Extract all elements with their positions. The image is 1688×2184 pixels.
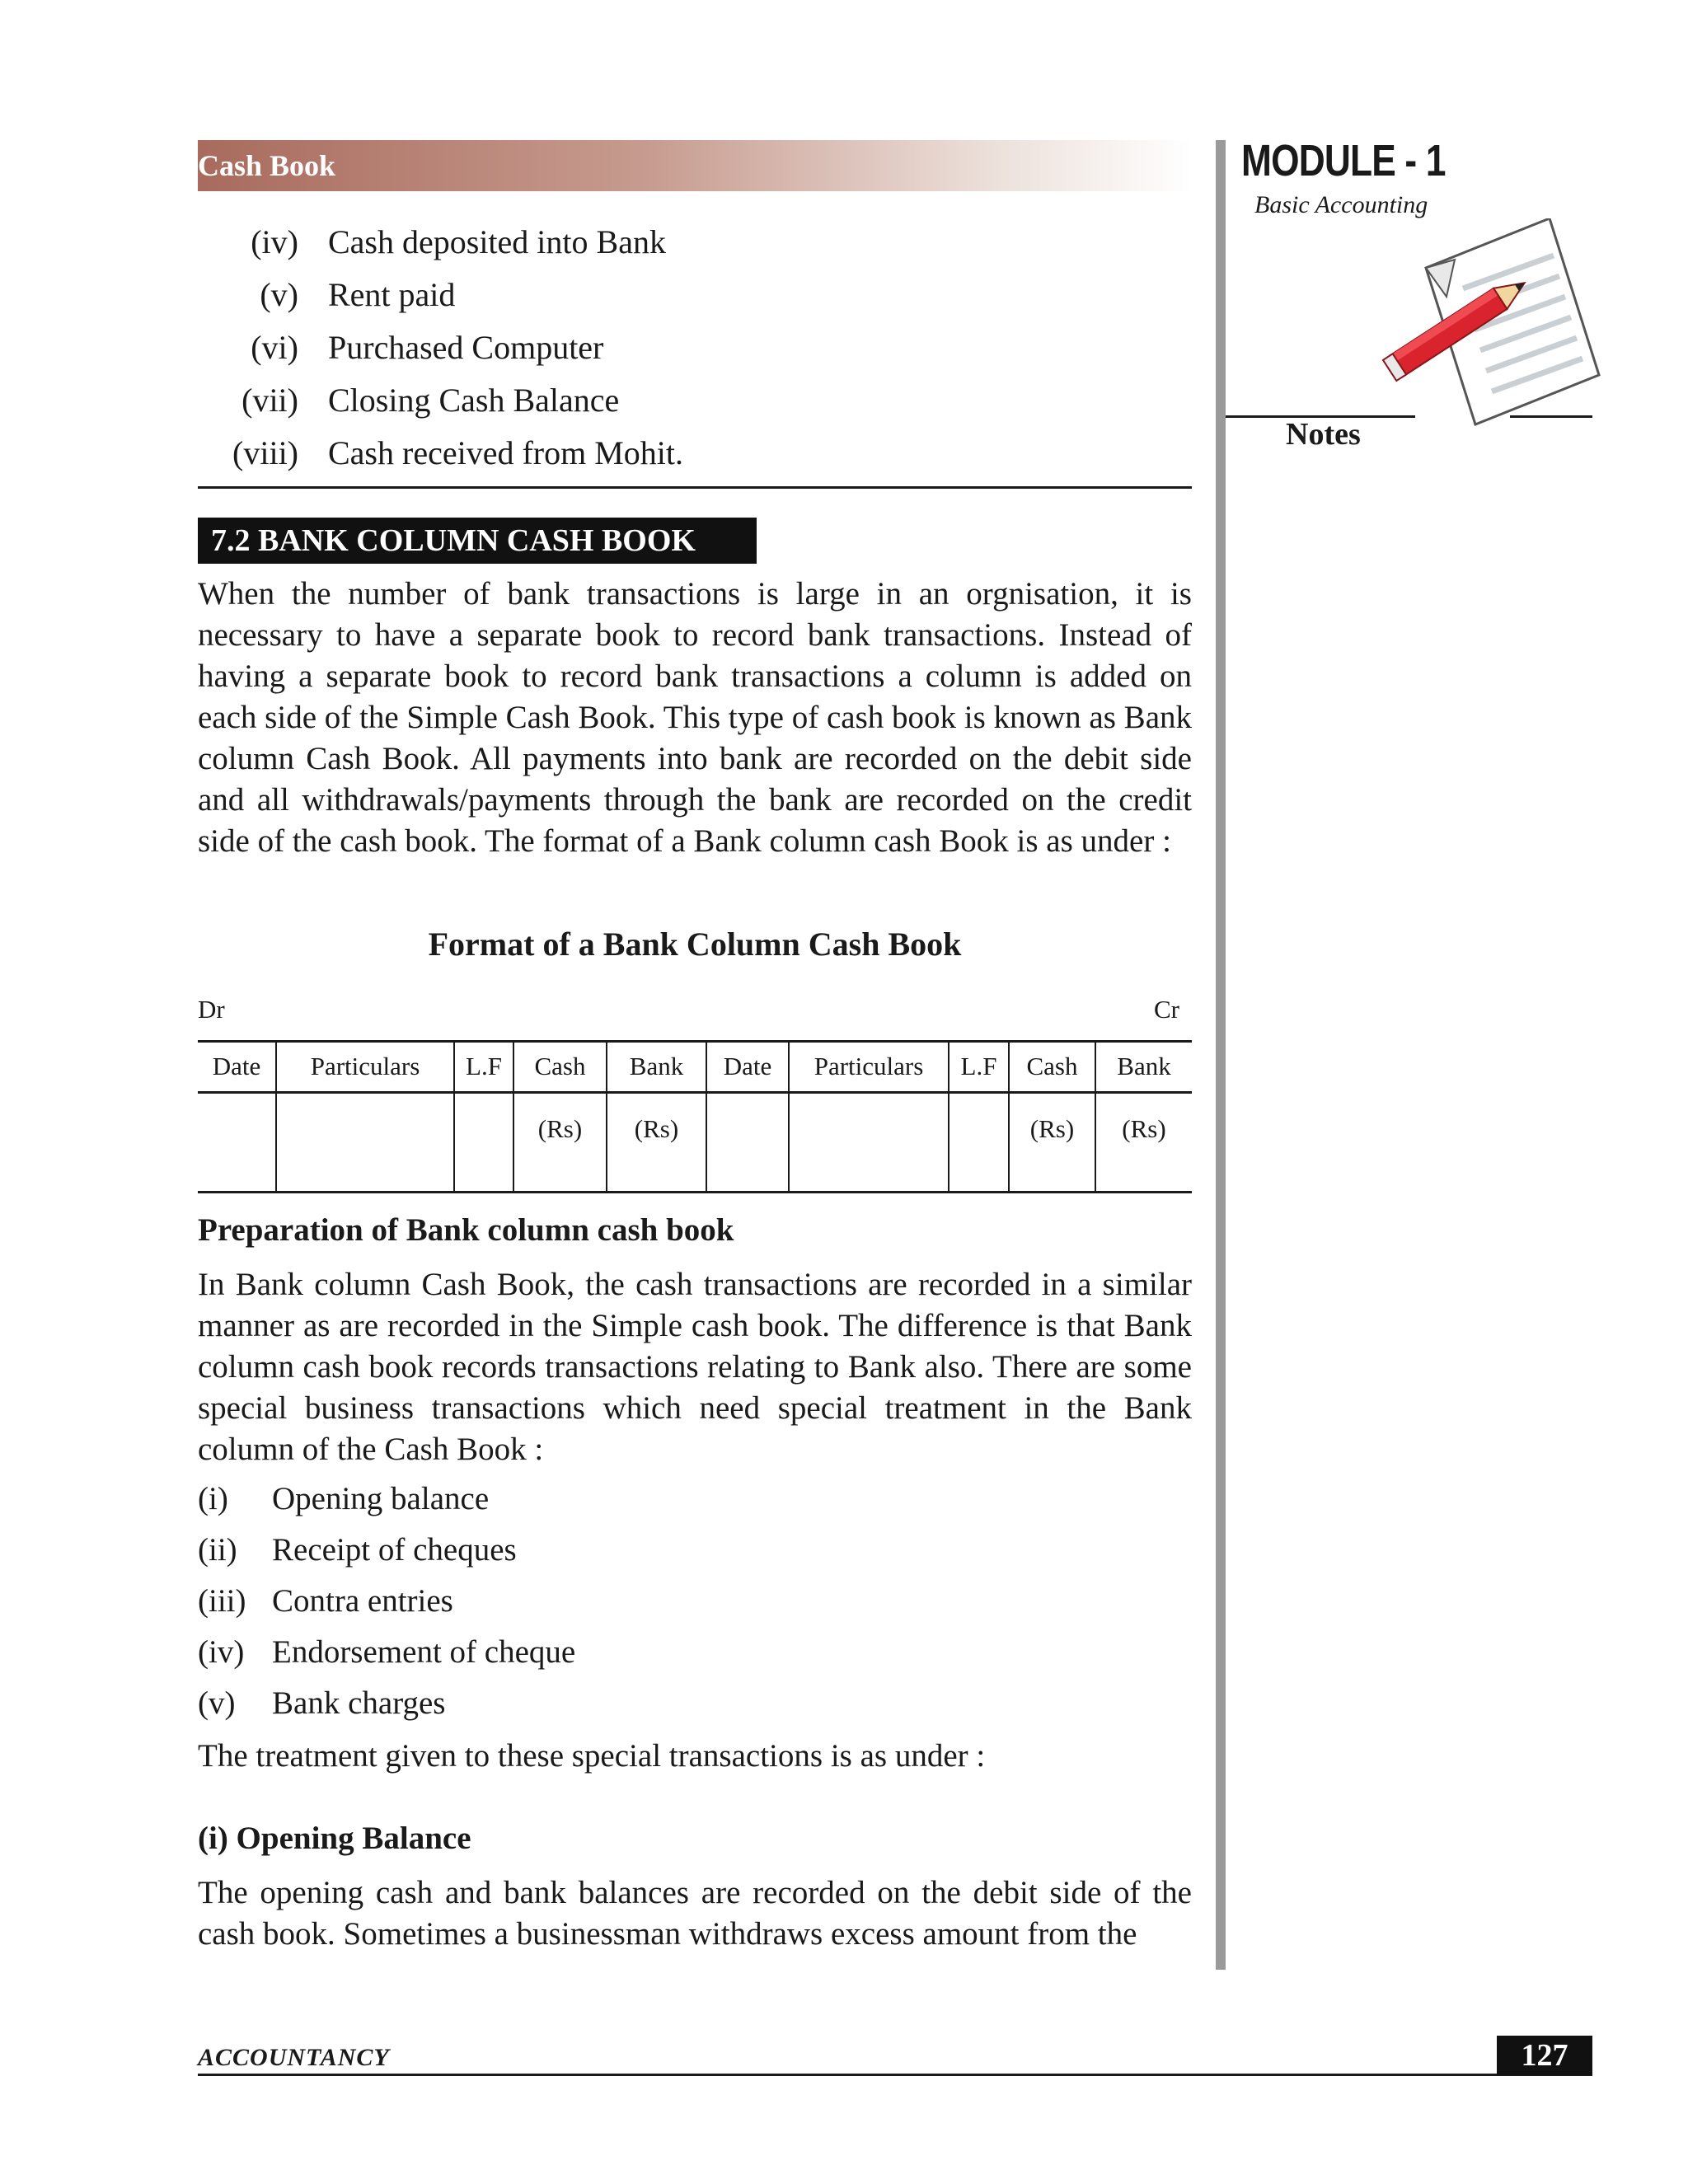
- column-unit: (Rs): [634, 1114, 679, 1143]
- column-header: Particulars: [310, 1052, 420, 1080]
- section-title: 7.2 BANK COLUMN CASH BOOK: [211, 523, 696, 558]
- footer-subject: ACCOUNTANCY: [198, 2044, 390, 2071]
- running-header-title: Cash Book: [198, 149, 336, 182]
- column-unit: (Rs): [1029, 1114, 1075, 1143]
- format-heading: Format of a Bank Column Cash Book: [428, 926, 962, 963]
- column-unit: (Rs): [537, 1114, 583, 1143]
- list-item: (viii) Cash received from Mohit.: [232, 434, 683, 471]
- opening-balance-heading: (i) Opening Balance: [198, 1821, 471, 1856]
- cash-book-format-table: [198, 1040, 1192, 1193]
- notes-label: Notes: [1286, 417, 1361, 452]
- intro-paragraph: When the number of bank transactions is large in an orgnisation, it is necessary to have a separate book to record bank transactions. Instead of having a separate book to record bank transactions a column is added on each side of the Simple Cash Book. This type of cash book is known as Bank column Cash Book. All payments into bank are recorded on the debit side and all withdrawals/payments through the bank are recorded on the credit side of the cash book. The format of a Bank column cash Book is as under :: [198, 576, 1192, 859]
- column-header: Cash: [1026, 1052, 1078, 1080]
- column-header: Date: [212, 1052, 261, 1080]
- section-divider: [198, 486, 1192, 489]
- credit-label: Cr: [1154, 995, 1179, 1024]
- list-item: (v) Rent paid: [260, 276, 456, 313]
- opening-balance-paragraph: The opening cash and bank balances are recorded on the debit side of the cash book. Sometimes a businessman withdraws excess amount from the: [198, 1875, 1192, 1952]
- notes-pencil-icon: [1376, 218, 1607, 441]
- column-unit: (Rs): [1122, 1114, 1166, 1143]
- column-header: Date: [723, 1052, 772, 1080]
- debit-label: Dr: [198, 995, 225, 1024]
- list-item: (vi) Purchased Computer: [251, 329, 604, 366]
- preparation-paragraph: In Bank column Cash Book, the cash transactions are recorded in a similar manner as are recorded in the Simple cash book. The difference is that Bank column cash book records transactions relating to Bank also. There are some special business transactions which need special treatment in the Bank column of the Cash Book :: [198, 1267, 1192, 1467]
- footer-rule: [198, 2074, 1592, 2076]
- header-band: [198, 140, 1192, 191]
- column-header: L.F: [960, 1052, 997, 1080]
- column-header: Bank: [629, 1052, 684, 1080]
- preparation-heading: Preparation of Bank column cash book: [198, 1212, 734, 1248]
- list-item: (iv) Cash deposited into Bank: [251, 223, 666, 260]
- column-header: Bank: [1117, 1052, 1171, 1080]
- module-title: MODULE - 1: [1241, 136, 1446, 185]
- margin-divider: [1216, 140, 1226, 1970]
- page-number: 127: [1521, 2038, 1568, 2073]
- treatment-intro: The treatment given to these special transactions is as under :: [198, 1738, 986, 1774]
- column-header: Particulars: [814, 1052, 924, 1080]
- module-subtitle: Basic Accounting: [1254, 191, 1428, 218]
- list-item: (vii) Closing Cash Balance: [241, 382, 620, 419]
- notes-rule-right: [1510, 415, 1592, 418]
- column-header: Cash: [534, 1052, 586, 1080]
- column-header: L.F: [466, 1052, 502, 1080]
